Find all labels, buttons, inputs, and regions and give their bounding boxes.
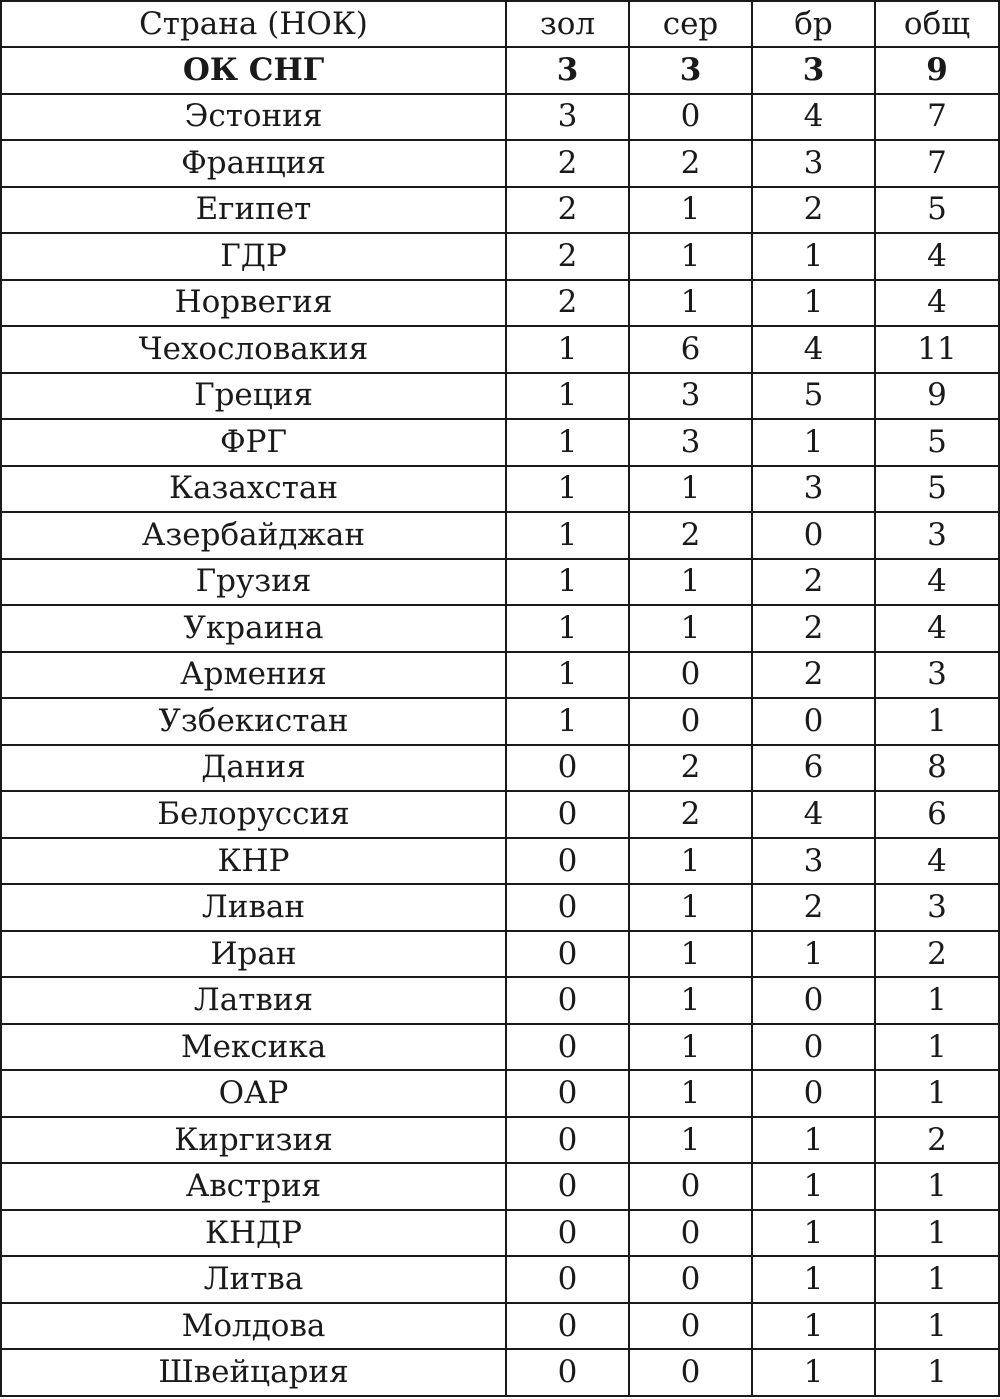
cell-country: Украина <box>1 605 506 652</box>
cell-country: Мексика <box>1 1024 506 1071</box>
cell-bronze: 5 <box>752 373 875 420</box>
cell-silver: 2 <box>629 140 752 187</box>
cell-bronze: 1 <box>752 1349 875 1396</box>
cell-country: Белоруссия <box>1 791 506 838</box>
cell-bronze: 2 <box>752 559 875 606</box>
cell-country: Греция <box>1 373 506 420</box>
table-row <box>1 931 999 978</box>
cell-country: Узбекистан <box>1 698 506 745</box>
cell-bronze: 1 <box>752 1303 875 1350</box>
cell-bronze: 2 <box>752 187 875 234</box>
cell-bronze: 3 <box>752 466 875 513</box>
cell-total: 6 <box>875 791 999 838</box>
table-row <box>1 652 999 699</box>
cell-gold: 1 <box>506 512 629 559</box>
cell-silver: 0 <box>629 698 752 745</box>
cell-bronze: 2 <box>752 605 875 652</box>
table-row <box>1 1070 999 1117</box>
cell-total: 9 <box>875 47 999 94</box>
cell-silver: 6 <box>629 326 752 373</box>
cell-gold: 1 <box>506 466 629 513</box>
cell-silver: 1 <box>629 1117 752 1164</box>
header-total: общ <box>875 1 999 47</box>
cell-gold: 1 <box>506 698 629 745</box>
cell-country: Эстония <box>1 94 506 141</box>
cell-country: КНР <box>1 838 506 885</box>
cell-bronze: 0 <box>752 1024 875 1071</box>
cell-country: Австрия <box>1 1163 506 1210</box>
table-row <box>1 1024 999 1071</box>
cell-country: Франция <box>1 140 506 187</box>
cell-gold: 2 <box>506 140 629 187</box>
cell-total: 7 <box>875 94 999 141</box>
header-silver: сер <box>629 1 752 47</box>
cell-total: 4 <box>875 280 999 327</box>
cell-gold: 0 <box>506 1303 629 1350</box>
cell-gold: 0 <box>506 791 629 838</box>
table-row <box>1 1303 999 1350</box>
cell-total: 1 <box>875 1303 999 1350</box>
cell-gold: 1 <box>506 559 629 606</box>
table-row <box>1 977 999 1024</box>
cell-country: Грузия <box>1 559 506 606</box>
cell-total: 3 <box>875 884 999 931</box>
cell-bronze: 1 <box>752 931 875 978</box>
cell-country: ОК СНГ <box>1 47 506 94</box>
table-row <box>1 1349 999 1396</box>
table-row <box>1 1210 999 1257</box>
medal-rows <box>1 47 999 1396</box>
cell-gold: 1 <box>506 373 629 420</box>
cell-silver: 0 <box>629 652 752 699</box>
cell-total: 1 <box>875 1070 999 1117</box>
table-row <box>1 1256 999 1303</box>
cell-bronze: 0 <box>752 512 875 559</box>
table-row <box>1 280 999 327</box>
cell-silver: 1 <box>629 1070 752 1117</box>
cell-gold: 2 <box>506 187 629 234</box>
cell-bronze: 2 <box>752 884 875 931</box>
table-row <box>1 47 999 94</box>
cell-country: Ливан <box>1 884 506 931</box>
cell-country: Молдова <box>1 1303 506 1350</box>
cell-silver: 1 <box>629 466 752 513</box>
cell-silver: 2 <box>629 512 752 559</box>
cell-total: 2 <box>875 931 999 978</box>
table-row <box>1 94 999 141</box>
cell-total: 3 <box>875 652 999 699</box>
cell-bronze: 4 <box>752 94 875 141</box>
cell-bronze: 2 <box>752 652 875 699</box>
cell-bronze: 0 <box>752 698 875 745</box>
cell-bronze: 4 <box>752 326 875 373</box>
cell-gold: 2 <box>506 233 629 280</box>
cell-silver: 2 <box>629 745 752 792</box>
cell-bronze: 1 <box>752 1210 875 1257</box>
cell-total: 4 <box>875 233 999 280</box>
cell-silver: 0 <box>629 1303 752 1350</box>
cell-silver: 1 <box>629 838 752 885</box>
cell-silver: 0 <box>629 1256 752 1303</box>
cell-bronze: 3 <box>752 140 875 187</box>
cell-gold: 3 <box>506 47 629 94</box>
cell-country: Швейцария <box>1 1349 506 1396</box>
table-row <box>1 559 999 606</box>
cell-silver: 1 <box>629 977 752 1024</box>
cell-country: Азербайджан <box>1 512 506 559</box>
cell-bronze: 1 <box>752 233 875 280</box>
cell-total: 4 <box>875 605 999 652</box>
cell-gold: 0 <box>506 977 629 1024</box>
cell-gold: 0 <box>506 745 629 792</box>
cell-bronze: 4 <box>752 791 875 838</box>
cell-total: 4 <box>875 559 999 606</box>
cell-total: 2 <box>875 1117 999 1164</box>
cell-gold: 0 <box>506 1210 629 1257</box>
table-row <box>1 745 999 792</box>
cell-gold: 0 <box>506 1256 629 1303</box>
table-row <box>1 698 999 745</box>
cell-silver: 1 <box>629 605 752 652</box>
table-row <box>1 884 999 931</box>
cell-country: Иран <box>1 931 506 978</box>
cell-total: 1 <box>875 1024 999 1071</box>
cell-country: КНДР <box>1 1210 506 1257</box>
cell-gold: 1 <box>506 419 629 466</box>
table-row <box>1 466 999 513</box>
cell-silver: 1 <box>629 280 752 327</box>
cell-bronze: 1 <box>752 1163 875 1210</box>
cell-total: 1 <box>875 1210 999 1257</box>
cell-gold: 3 <box>506 94 629 141</box>
cell-silver: 1 <box>629 233 752 280</box>
cell-gold: 1 <box>506 605 629 652</box>
cell-silver: 1 <box>629 1024 752 1071</box>
table-row <box>1 791 999 838</box>
cell-country: Дания <box>1 745 506 792</box>
cell-total: 1 <box>875 1349 999 1396</box>
cell-total: 5 <box>875 187 999 234</box>
cell-total: 5 <box>875 466 999 513</box>
header-country: Страна (НОК) <box>1 1 506 47</box>
cell-total: 1 <box>875 1256 999 1303</box>
cell-gold: 2 <box>506 280 629 327</box>
header-row <box>1 1 999 47</box>
cell-bronze: 1 <box>752 419 875 466</box>
table-row <box>1 1163 999 1210</box>
cell-silver: 0 <box>629 1349 752 1396</box>
header-bronze: бр <box>752 1 875 47</box>
cell-silver: 1 <box>629 884 752 931</box>
cell-gold: 0 <box>506 1163 629 1210</box>
cell-silver: 0 <box>629 1210 752 1257</box>
cell-bronze: 1 <box>752 1256 875 1303</box>
cell-silver: 3 <box>629 419 752 466</box>
cell-gold: 0 <box>506 1117 629 1164</box>
table-row <box>1 373 999 420</box>
cell-total: 3 <box>875 512 999 559</box>
cell-bronze: 0 <box>752 977 875 1024</box>
cell-bronze: 3 <box>752 838 875 885</box>
table-row <box>1 1117 999 1164</box>
cell-total: 9 <box>875 373 999 420</box>
cell-total: 1 <box>875 1163 999 1210</box>
cell-gold: 0 <box>506 1070 629 1117</box>
cell-total: 1 <box>875 977 999 1024</box>
cell-silver: 1 <box>629 187 752 234</box>
table-row <box>1 512 999 559</box>
cell-country: Латвия <box>1 977 506 1024</box>
cell-total: 11 <box>875 326 999 373</box>
cell-country: Армения <box>1 652 506 699</box>
cell-total: 5 <box>875 419 999 466</box>
cell-silver: 2 <box>629 791 752 838</box>
cell-total: 8 <box>875 745 999 792</box>
cell-bronze: 6 <box>752 745 875 792</box>
cell-gold: 0 <box>506 1024 629 1071</box>
cell-gold: 0 <box>506 884 629 931</box>
cell-total: 1 <box>875 698 999 745</box>
cell-silver: 1 <box>629 931 752 978</box>
cell-silver: 0 <box>629 94 752 141</box>
cell-bronze: 3 <box>752 47 875 94</box>
cell-gold: 0 <box>506 931 629 978</box>
cell-bronze: 1 <box>752 280 875 327</box>
cell-country: ОАР <box>1 1070 506 1117</box>
cell-country: Норвегия <box>1 280 506 327</box>
table-row <box>1 419 999 466</box>
table-row <box>1 838 999 885</box>
table-row <box>1 187 999 234</box>
cell-country: Литва <box>1 1256 506 1303</box>
header-gold: зол <box>506 1 629 47</box>
table-row <box>1 233 999 280</box>
table-row <box>1 140 999 187</box>
cell-country: Египет <box>1 187 506 234</box>
cell-country: ФРГ <box>1 419 506 466</box>
cell-silver: 3 <box>629 373 752 420</box>
table-row <box>1 326 999 373</box>
table-row <box>1 605 999 652</box>
cell-bronze: 0 <box>752 1070 875 1117</box>
cell-gold: 1 <box>506 326 629 373</box>
cell-country: Чехословакия <box>1 326 506 373</box>
cell-gold: 0 <box>506 1349 629 1396</box>
cell-silver: 3 <box>629 47 752 94</box>
cell-silver: 1 <box>629 559 752 606</box>
cell-total: 4 <box>875 838 999 885</box>
cell-country: Киргизия <box>1 1117 506 1164</box>
cell-silver: 0 <box>629 1163 752 1210</box>
cell-total: 7 <box>875 140 999 187</box>
cell-gold: 1 <box>506 652 629 699</box>
cell-country: ГДР <box>1 233 506 280</box>
cell-gold: 0 <box>506 838 629 885</box>
cell-country: Казахстан <box>1 466 506 513</box>
cell-bronze: 1 <box>752 1117 875 1164</box>
